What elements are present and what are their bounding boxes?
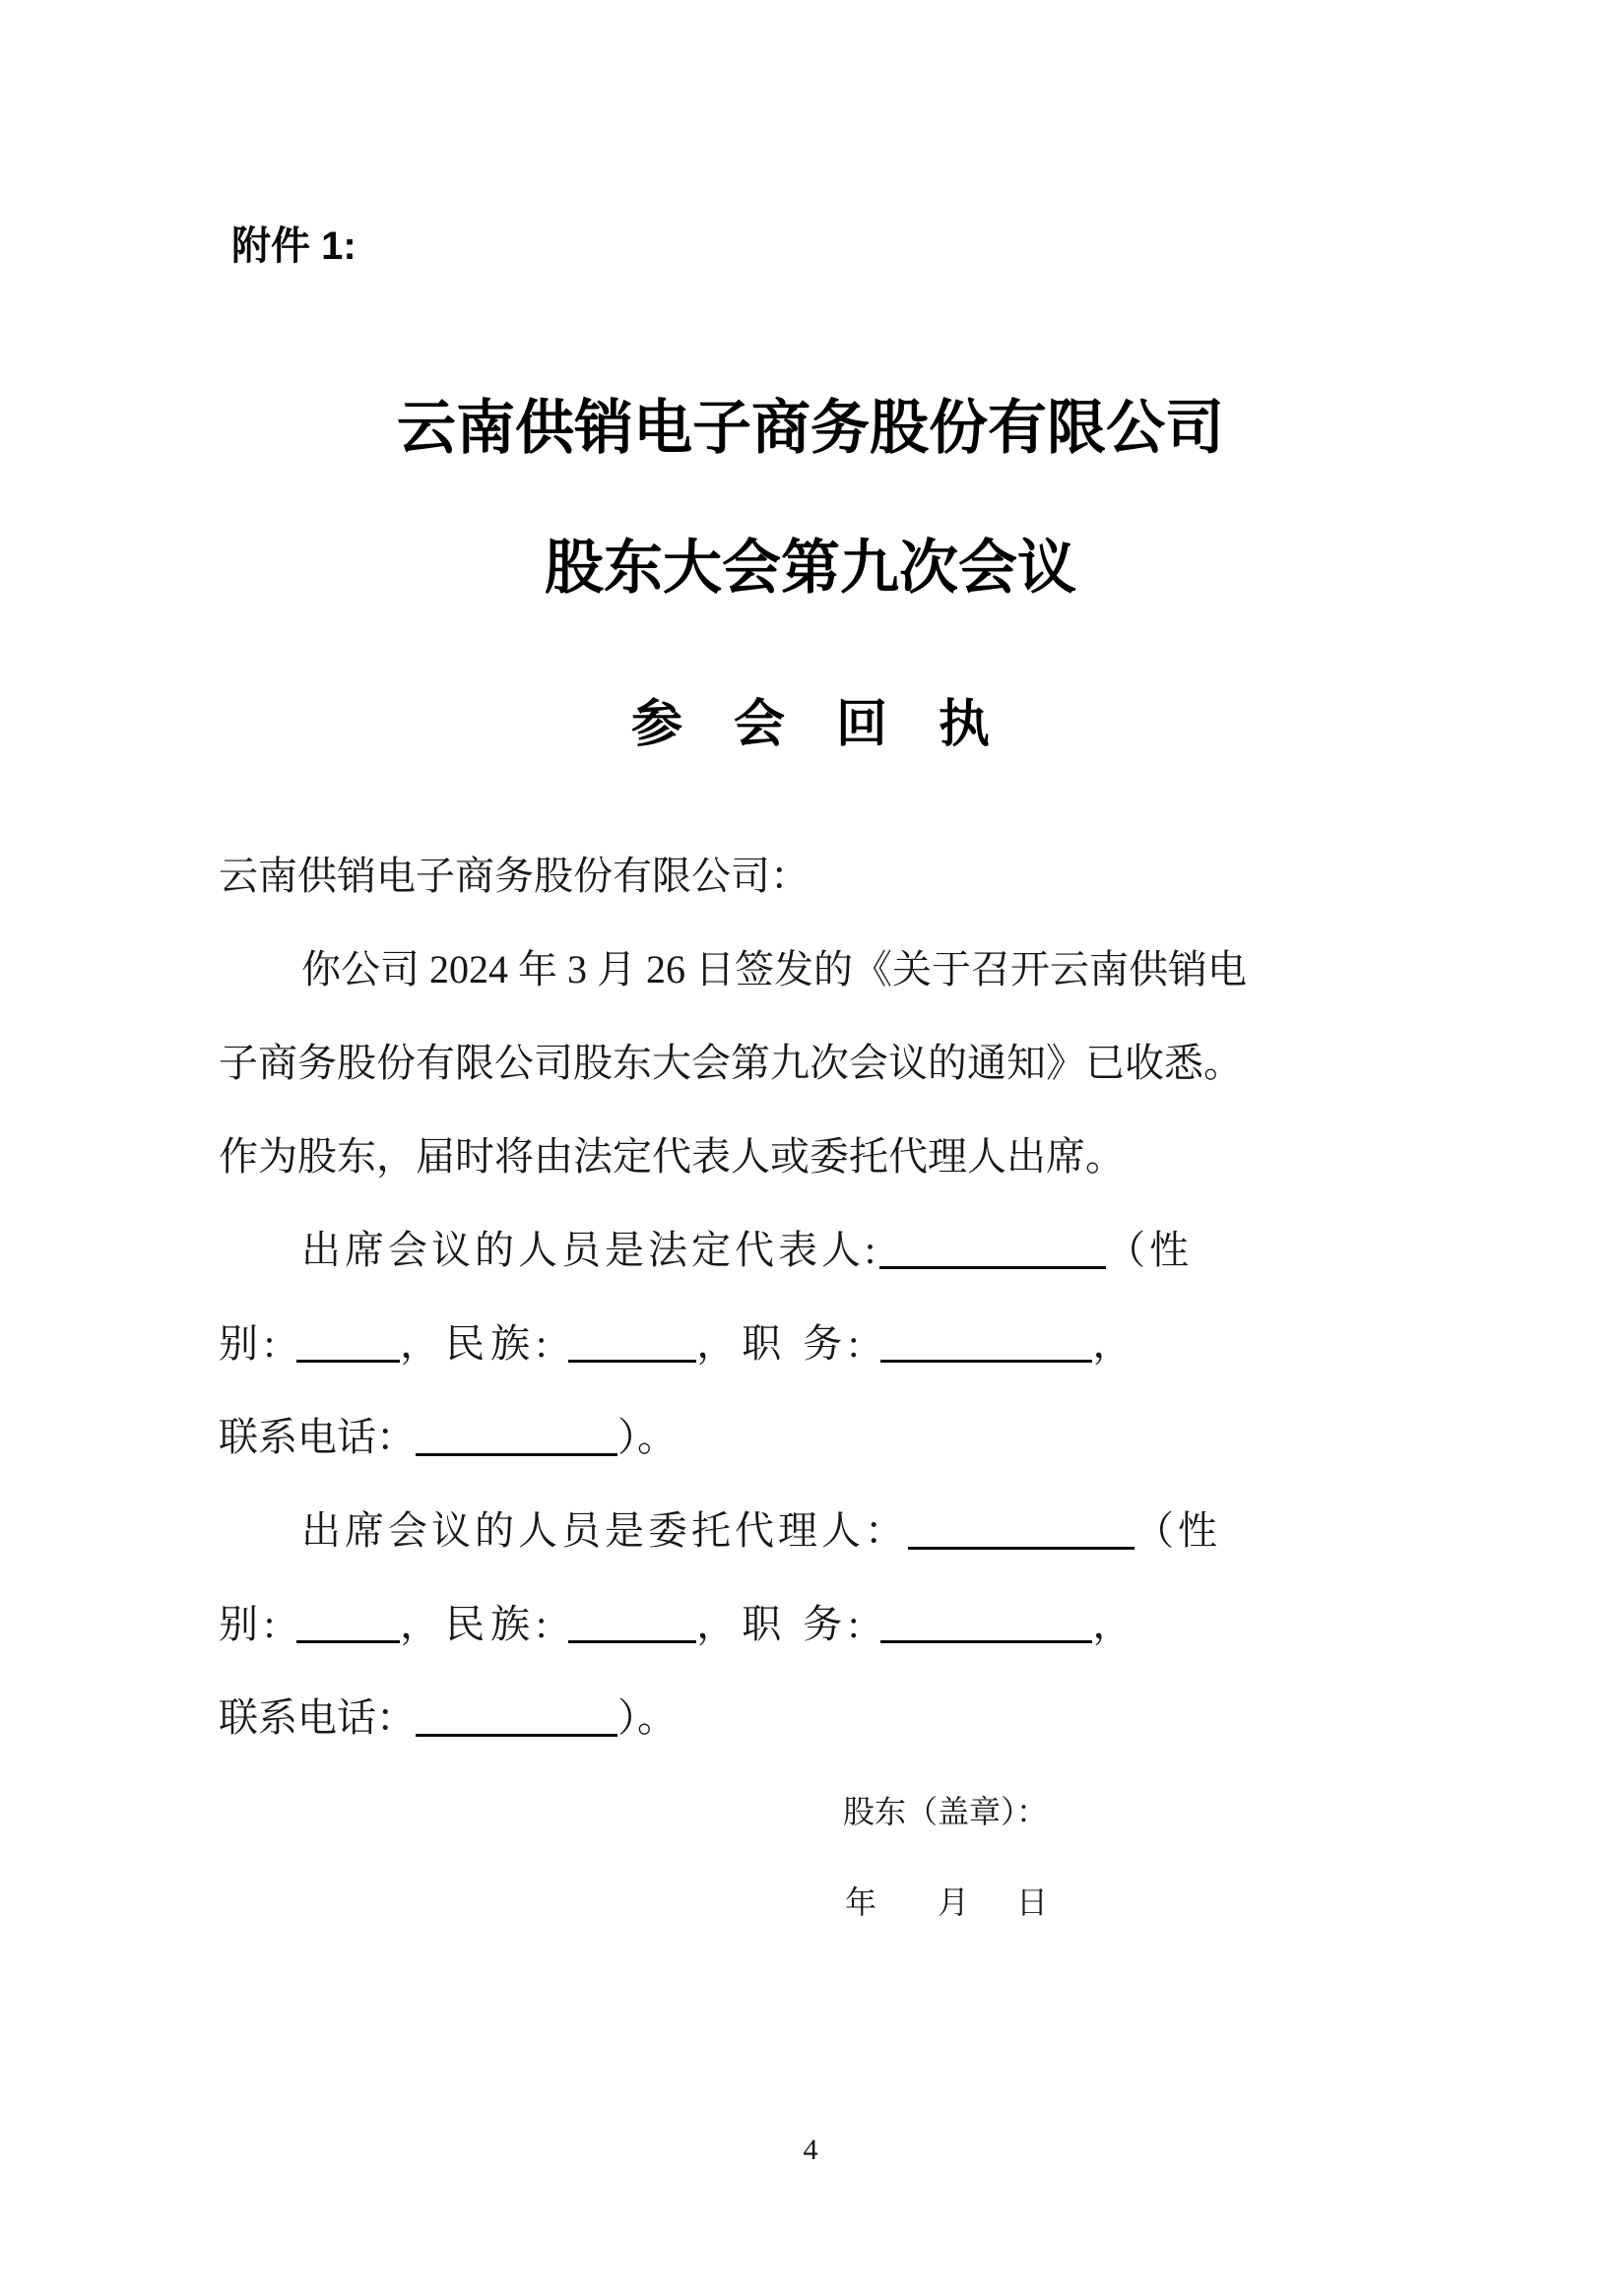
- document-subtitle: 参 会 回 执: [630, 697, 990, 753]
- document-title-line1: 云南供销电子商务股份有限公司: [397, 396, 1224, 461]
- blank-field-legal-rep-sex: [296, 1354, 400, 1363]
- blank-field-legal-rep-title: [880, 1354, 1092, 1363]
- legal-rep-trailing-comma: ，: [1092, 1321, 1138, 1366]
- page-number: 4: [803, 2134, 818, 2166]
- paragraph-line-1: 你公司 2024 年 3 月 26 日签发的《关于召开云南供销电: [301, 947, 1247, 991]
- proxy-line-3: [219, 1671, 1263, 1764]
- legal-rep-title-label: ，职 务:: [696, 1321, 881, 1366]
- attachment-label: 附件 1:: [231, 224, 357, 268]
- legal-rep-ethnic-label: ，民族:: [400, 1321, 569, 1366]
- document-title-line2: 股东大会第九次会议: [545, 536, 1076, 601]
- proxy-paren-sex-text: （性: [1135, 1508, 1221, 1553]
- salutation-line: 云南供销电子商务股份有限公司：: [219, 854, 810, 898]
- paragraph-line-2: 子商务股份有限公司股东大会第九次会议的通知》已收悉。: [219, 1041, 1243, 1085]
- legal-rep-line-1: [219, 1203, 1263, 1297]
- proxy-lead-text: 出席会议的人员是委托代理人：: [301, 1508, 908, 1553]
- blank-field-legal-rep-ethnic: [568, 1354, 696, 1363]
- document-body: [219, 829, 1263, 1764]
- blank-field-proxy-ethnic: [568, 1634, 696, 1643]
- date-year-label: 年: [844, 1884, 876, 1920]
- proxy-line-2: [219, 1577, 1263, 1671]
- proxy-trailing-comma: ，: [1092, 1602, 1138, 1646]
- date-month-label: 月: [937, 1884, 969, 1920]
- signature-block: [219, 1766, 1048, 1947]
- shareholder-seal-line: 股东（盖章）：: [842, 1794, 1048, 1829]
- legal-rep-line-3: [219, 1390, 1263, 1484]
- proxy-title-label: ，职 务:: [696, 1602, 881, 1646]
- legal-rep-paren-sex-text: （性: [1106, 1228, 1194, 1272]
- legal-rep-line-2: [219, 1297, 1263, 1390]
- blank-field-proxy-phone: [416, 1728, 617, 1737]
- legal-rep-lead-text: 出席会议的人员是法定代表人:: [301, 1228, 880, 1272]
- date-day-label: 日: [1015, 1884, 1048, 1920]
- legal-rep-closing-text: ）。: [617, 1415, 677, 1459]
- date-line: [219, 1857, 1048, 1947]
- proxy-ethnic-label: ，民族:: [400, 1602, 569, 1646]
- blank-field-legal-rep-phone: [416, 1447, 617, 1456]
- legal-rep-sex-label: 别:: [219, 1321, 297, 1366]
- legal-rep-phone-label: 联系电话：: [219, 1415, 416, 1459]
- proxy-closing-text: ）。: [617, 1695, 677, 1740]
- proxy-sex-label: 别:: [219, 1602, 297, 1646]
- blank-field-proxy-title: [880, 1634, 1092, 1643]
- blank-field-legal-rep-name: [879, 1260, 1106, 1269]
- proxy-line-1: [219, 1484, 1263, 1577]
- blank-field-proxy-sex: [296, 1634, 400, 1643]
- blank-field-proxy-name: [908, 1541, 1135, 1550]
- proxy-phone-label: 联系电话：: [219, 1695, 416, 1740]
- paragraph-line-3: 作为股东，届时将由法定代表人或委托代理人出席。: [219, 1134, 1125, 1179]
